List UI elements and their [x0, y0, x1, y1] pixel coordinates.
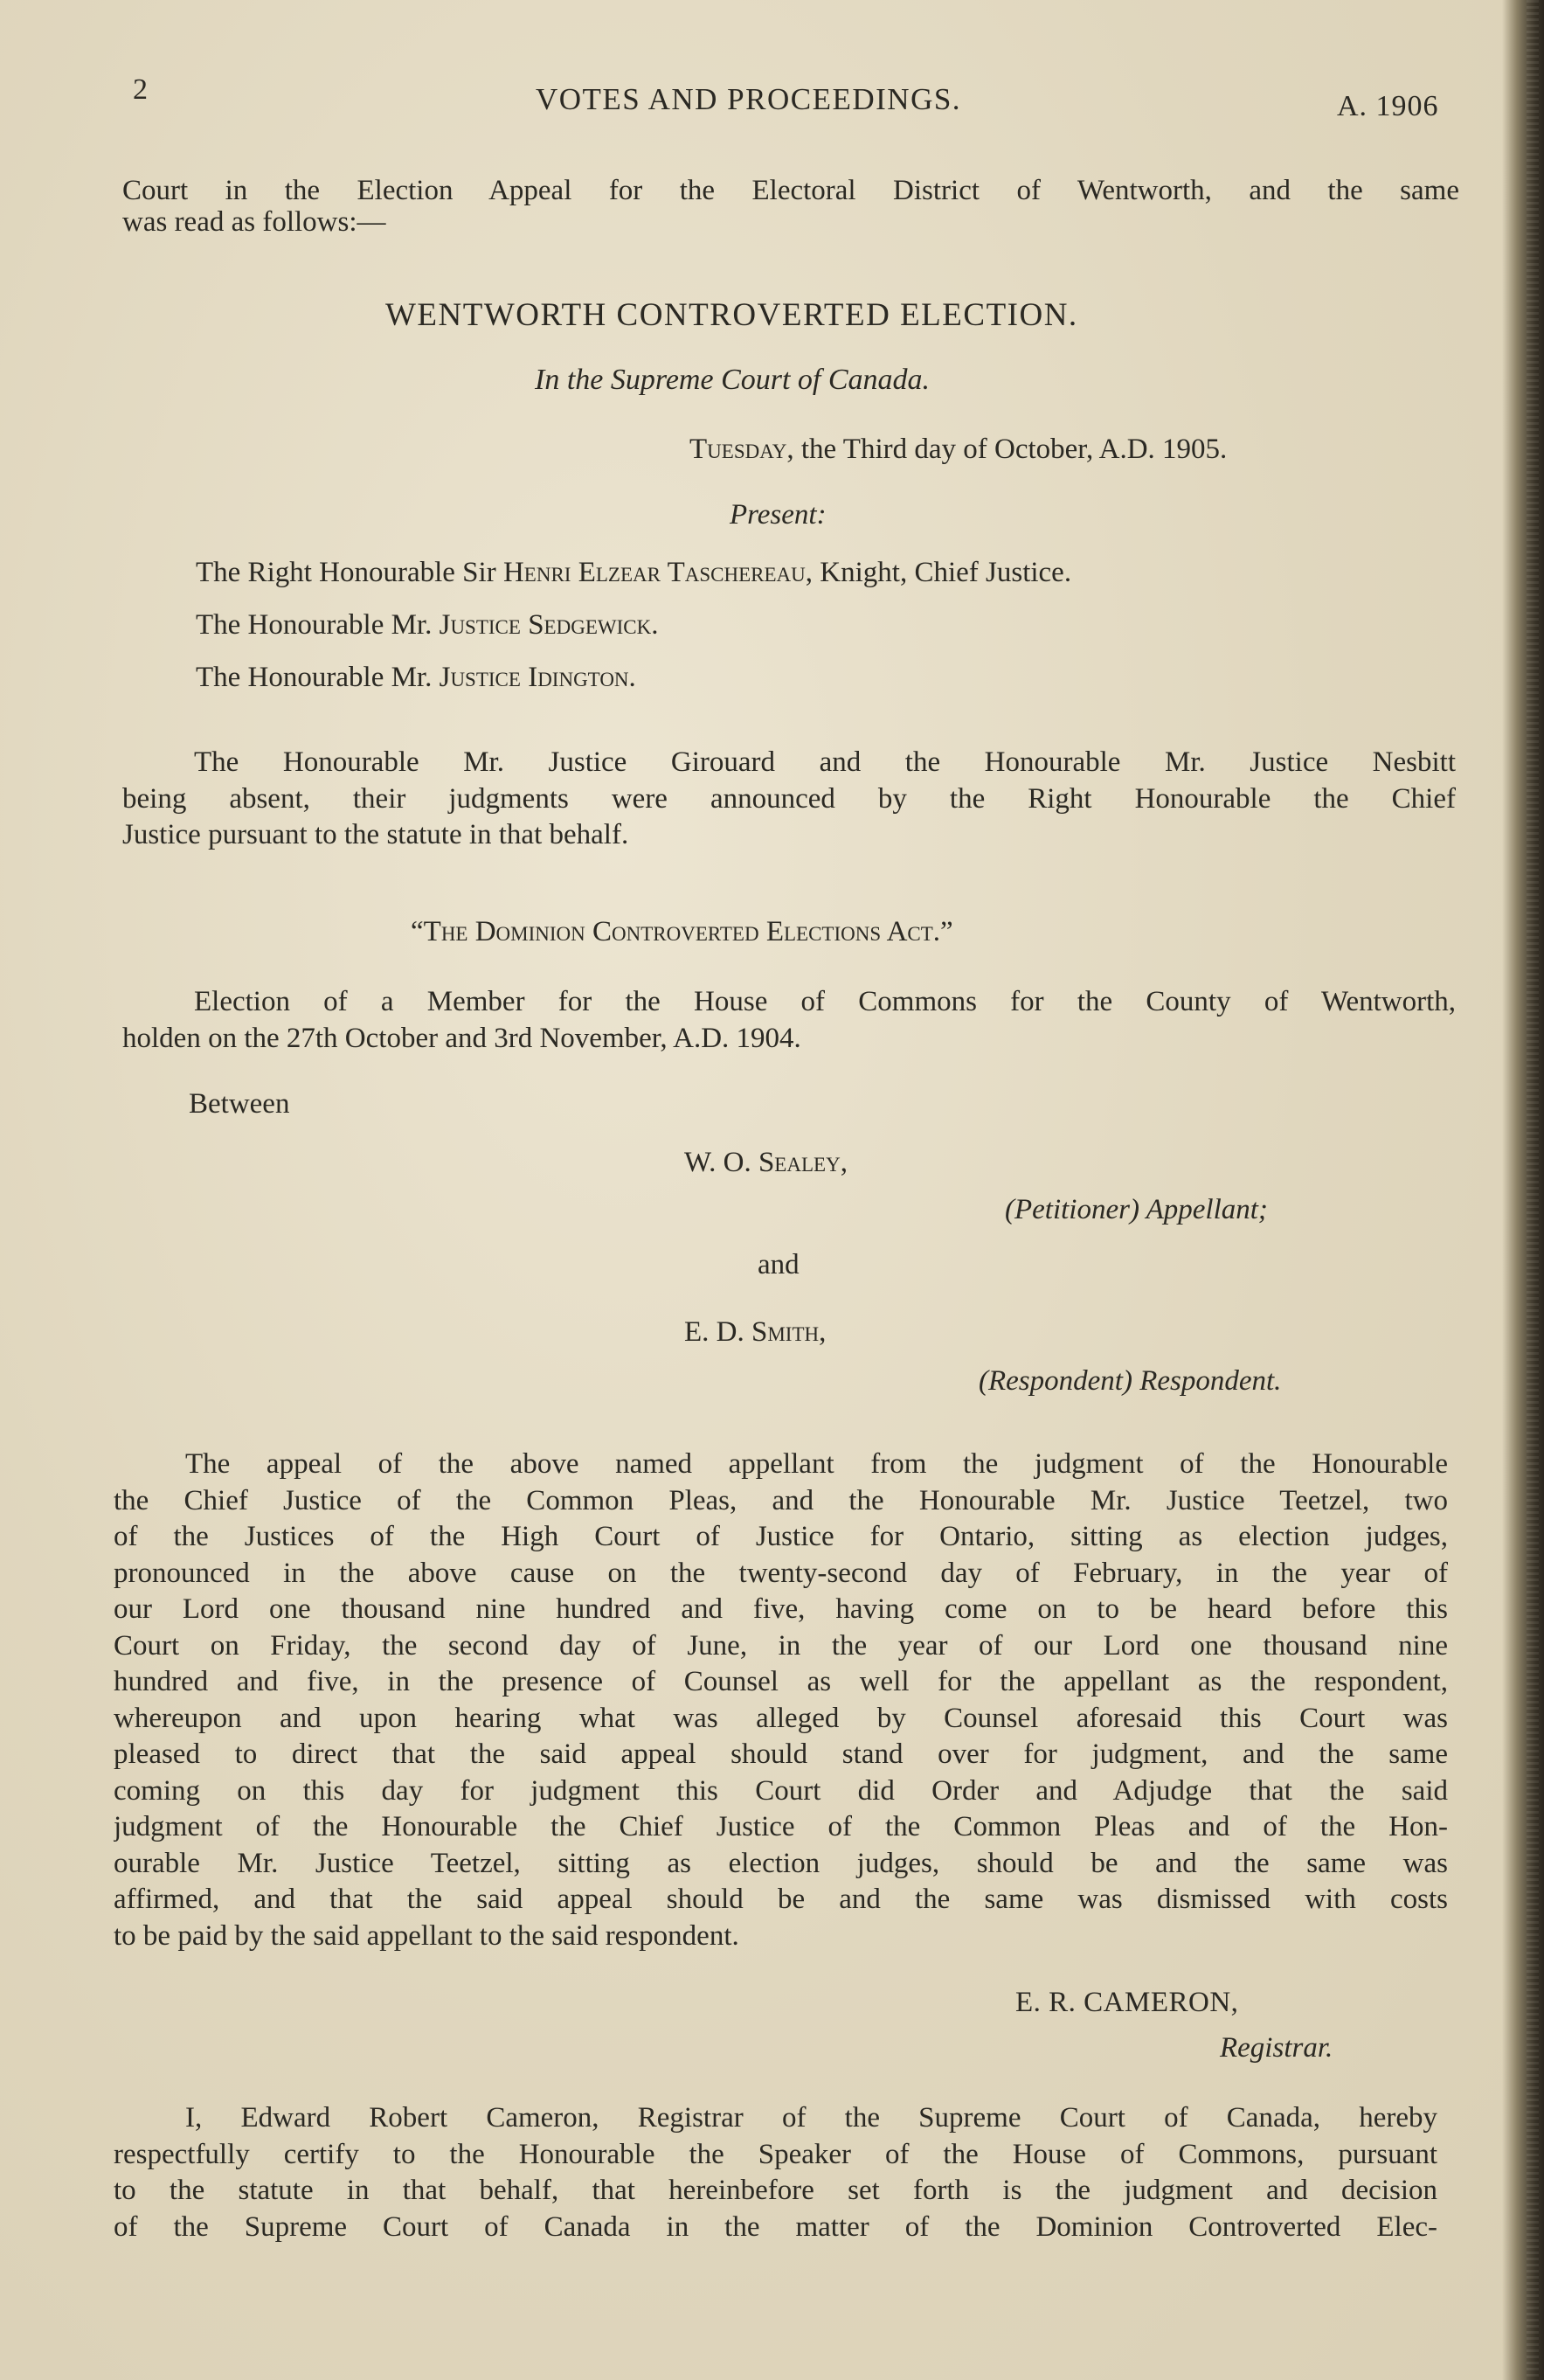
- judge-line: The Right Honourable Sir Henri Elzear Taschereau, Knight, Chief Justice.: [196, 557, 1072, 588]
- intro-paragraph: [122, 173, 1459, 240]
- judge-name: Henri Elzear Taschereau: [502, 557, 806, 588]
- paragraph-line: Election of a Member for the House of Commons for the County of Wentworth,: [194, 986, 1456, 1017]
- book-binding-edge: [1502, 0, 1544, 2380]
- paragraph-line: of the Justices of the High Court of Justice for Ontario, sitting as election judges,: [114, 1521, 1448, 1552]
- intro-line: Court in the Election Appeal for the Electoral District of Wentworth, and the same: [122, 175, 1459, 206]
- registrar-title: Registrar.: [1220, 2032, 1333, 2064]
- paragraph-line: hundred and five, in the presence of Counsel as well for the appellant as the respondent,: [114, 1666, 1448, 1697]
- paragraph-line: The appeal of the above named appellant from the judgment of the Honourable: [185, 1448, 1448, 1480]
- paragraph-line: Court on Friday, the second day of June, in the year of our Lord one thousand nine: [114, 1629, 1448, 1662]
- registrar-name: E. R. CAMERON,: [1015, 1987, 1239, 2018]
- present-label: Present:: [730, 499, 827, 531]
- paragraph-line: The Honourable Mr. Justice Girouard and the Honourable Mr. Justice Nesbitt: [194, 746, 1456, 778]
- paragraph-line: holden on the 27th October and 3rd November, A.D. 1904.: [122, 1022, 801, 1054]
- paragraph-line: pleased to direct that the said appeal should stand over for judgment, and the same: [114, 1738, 1448, 1770]
- intro-line: was read as follows:—: [122, 205, 386, 238]
- respondent-name: E. D. Smith,: [684, 1316, 827, 1348]
- paragraph-line: affirmed, and that the said appeal should be and the same was dismissed with costs: [114, 1884, 1448, 1915]
- paragraph-line: Justice pursuant to the statute in that behalf.: [122, 819, 629, 850]
- date-line: [689, 432, 1227, 468]
- case-title: WENTWORTH CONTROVERTED ELECTION.: [385, 297, 1078, 333]
- paragraph-line: I, Edward Robert Cameron, Registrar of the Supreme Court of Canada, hereby: [185, 2102, 1437, 2134]
- judge-name: Justice Sedgewick: [439, 609, 652, 641]
- election-paragraph: [122, 984, 1456, 1057]
- judge-line: The Honourable Mr. Justice Idington.: [196, 662, 636, 693]
- and-label: and: [758, 1249, 800, 1280]
- certificate-paragraph: [114, 2100, 1437, 2245]
- judge-line: The Honourable Mr. Justice Sedgewick.: [196, 609, 659, 641]
- respondent-role: (Respondent) Respondent.: [979, 1365, 1282, 1397]
- paragraph-line: to the statute in that behalf, that hereinbefore set forth is the judgment and decision: [114, 2175, 1437, 2206]
- paragraph-line: our Lord one thousand nine hundred and five, having come on to be heard before this: [114, 1593, 1448, 1625]
- paragraph-line: being absent, their judgments were announced by the Right Honourable the Chief: [122, 782, 1456, 815]
- appellant-name: W. O. Sealey,: [684, 1147, 848, 1178]
- judge-name: Justice Idington: [439, 662, 629, 693]
- binding-texture: [1527, 0, 1539, 2380]
- date-day: Tuesday: [689, 434, 787, 465]
- header-year: A. 1906: [1337, 90, 1439, 122]
- paragraph-line: judgment of the Honourable the Chief Justice of the Common Pleas and of the Hon-: [114, 1811, 1448, 1842]
- paragraph-line: pronounced in the above cause on the twenty-second day of February, in the year of: [114, 1557, 1448, 1589]
- judgment-paragraph: [114, 1446, 1448, 1953]
- appellant-role: (Petitioner) Appellant;: [1005, 1194, 1268, 1225]
- paragraph-line: respectfully certify to the Honourable the Speaker of the House of Commons, pursuant: [114, 2138, 1437, 2170]
- act-title: “The Dominion Controverted Elections Act.”: [411, 916, 953, 947]
- paragraph-line: of the Supreme Court of Canada in the matter of the Dominion Controverted Elec-: [114, 2210, 1437, 2243]
- paragraph-line: the Chief Justice of the Common Pleas, and the Honourable Mr. Justice Teetzel, two: [114, 1484, 1448, 1516]
- paragraph-line: ourable Mr. Justice Teetzel, sitting as election judges, should be and the same was: [114, 1847, 1448, 1879]
- paragraph-line: to be paid by the said appellant to the said respondent.: [114, 1919, 739, 1952]
- absent-paragraph: [122, 745, 1456, 854]
- paragraph-line: coming on this day for judgment this Court did Order and Adjudge that the said: [114, 1774, 1448, 1807]
- paragraph-line: whereupon and upon hearing what was alleged by Counsel aforesaid this Court was: [114, 1702, 1448, 1734]
- running-title: VOTES AND PROCEEDINGS.: [536, 82, 962, 116]
- between-label: Between: [189, 1088, 290, 1120]
- act-name: The Dominion Controverted Elections Act: [423, 916, 933, 947]
- court-name: In the Supreme Court of Canada.: [535, 364, 931, 396]
- page-number: 2: [133, 73, 149, 106]
- date-rest: , the Third day of October, A.D. 1905.: [786, 434, 1228, 465]
